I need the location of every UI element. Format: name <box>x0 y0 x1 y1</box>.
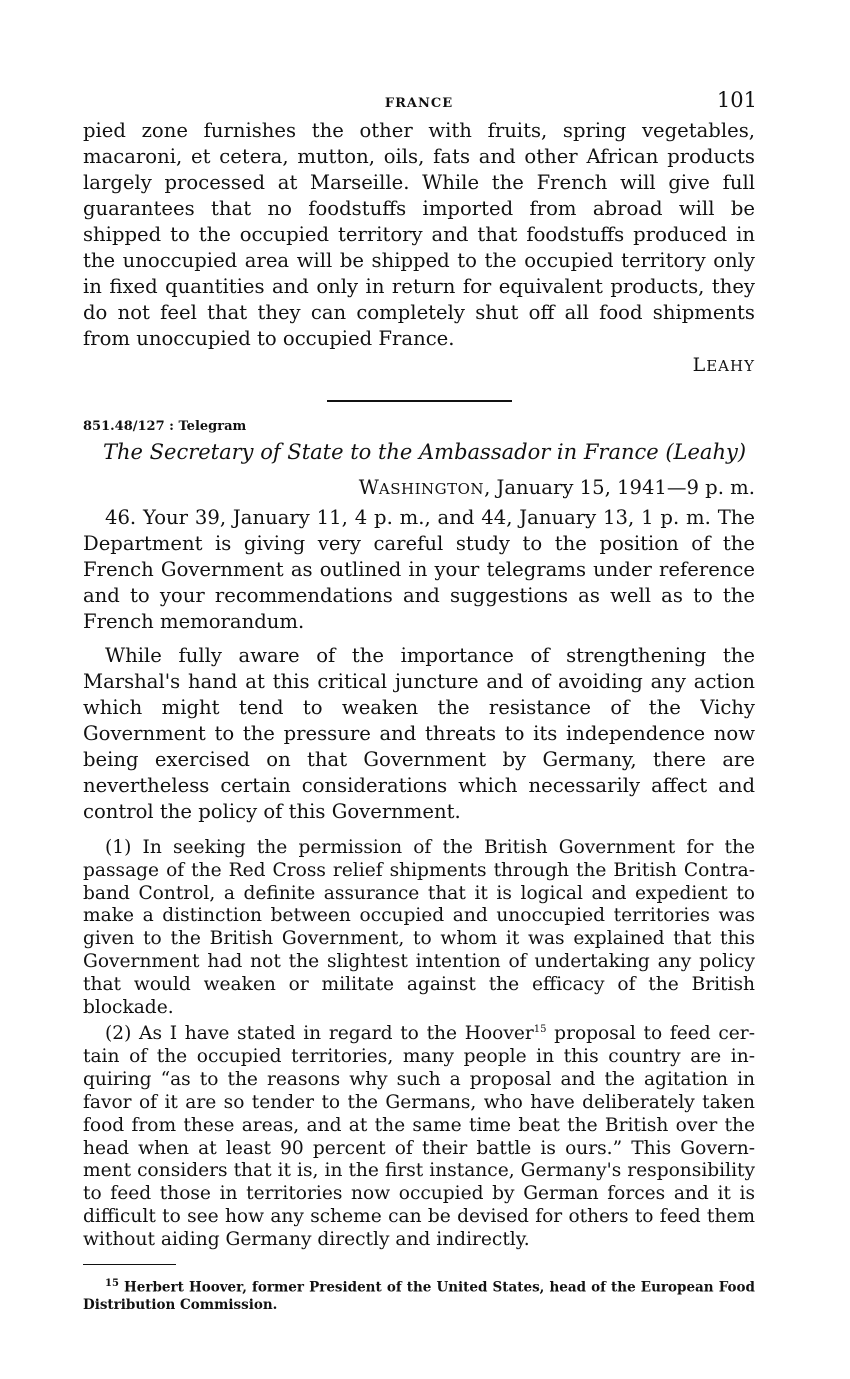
section-divider <box>327 400 512 402</box>
numbered-item-1: (1) In seeking the permission of the British Government for the passage of the Red Cross relief shipments through the British Contraband Control, a definite assurance that it is logical and expedient to make a distinction between occupied and unoccupied territories was given to the British Government, to whom it was explained that this Government had not the slightest intention of undertaking any policy that would weaken or militate against the efficacy of the British blockade. <box>83 837 755 1018</box>
footnote-text: Herbert Hoover, former President of the United States, head of the European Food Distribution Commission. <box>83 1279 755 1314</box>
dateline-date: , January 15, 1941—9 p. m. <box>484 476 755 499</box>
dateline-place: ASHINGTON <box>378 480 485 498</box>
continued-paragraph: pied zone furnishes the other with fruits, spring vegetables, macaroni, et cetera, mutton, oils, fats and other African products largely processed at Marseille. While the French will give full guarantees that no foodstuffs imported from abroad will be shipped to the occupied territory and that foodstuffs produced in the unoccupied area will be shipped to the occupied territory only in fixed quantities and only in return for equivalent products, they do not feel that they can completely shut off all food shipments from unoccupied to occupied France. <box>83 119 755 350</box>
document-id: 851.48/127 : Telegram <box>83 419 247 434</box>
signature-initial: L <box>692 354 707 376</box>
dateline <box>83 476 755 499</box>
footnote-marker: 15 <box>105 1277 119 1289</box>
footnote-reference: 15 <box>533 1024 547 1036</box>
telegram-paragraph-2: While fully aware of the importance of strengthening the Marshal's hand at this critical juncture and of avoiding any action which might tend to weaken the resistance of the Vichy Government to the pressure and threats to its independence now being exercised on that Government by Germany, there are nevertheless certain considerations which necessarily affect and control the policy of this Government. <box>83 644 755 823</box>
page-number: 101 <box>716 88 757 112</box>
item-2-after: proposal to feed certain of the occupied territories, many people in this country are inquiring “as to the reasons why such a proposal and the agitation in favor of it are so tender to the Germans, who have deliberately taken food from these areas, and at the same time beat the British over the head when at least 90 percent of their battle is ours.” This Government considers that it is, in the first instance, Germany's responsibility to feed those in territories now occupied by German forces and it is difficult to see how any scheme can be devised for others to feed them without aiding Germany directly and indirectly. <box>83 1023 755 1250</box>
dateline-place-initial: W <box>358 476 379 499</box>
item-2-before: (2) As I have stated in regard to the Hoover <box>105 1023 534 1045</box>
page <box>83 86 755 1314</box>
running-title: FRANCE <box>384 96 454 111</box>
telegram-paragraph-1: 46. Your 39, January 11, 4 p. m., and 44, January 13, 1 p. m. The Department is giving very careful study to the position of the French Government as outlined in your telegrams under reference and to your recommendations and suggestions as well as to the French memorandum. <box>83 506 755 633</box>
signature-rest: EAHY <box>706 357 755 375</box>
signature <box>83 354 755 376</box>
numbered-item-2 <box>83 1019 755 1251</box>
footnote <box>83 1275 755 1315</box>
document-title: The Secretary of State to the Ambassador in France (Leahy) <box>103 440 747 464</box>
footnote-divider <box>83 1264 176 1265</box>
page-header <box>83 86 755 118</box>
